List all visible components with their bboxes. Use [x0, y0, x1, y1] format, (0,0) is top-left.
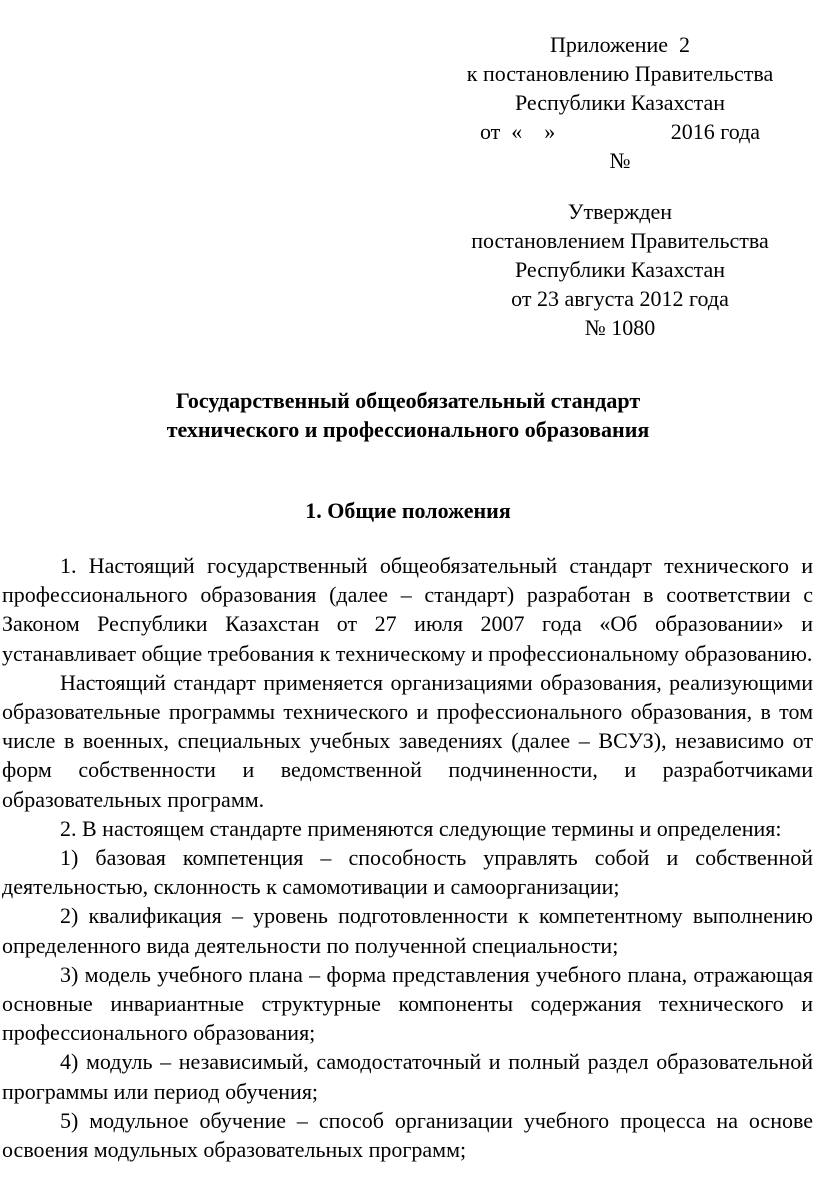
document-title-line: Государственный общеобязательный стандарт — [175, 388, 641, 413]
approved-line: Утвержден — [567, 199, 673, 224]
paragraph: 3) модель учебного плана – форма представления учебного плана, отражающая основные инвариантные структурные компоненты содержания технического и профессионального образования; — [2, 961, 813, 1046]
paragraph: 1) базовая компетенция – способность управлять собой и собственной деятельностью, склонность к самомотивации и самоорганизации; — [2, 845, 813, 900]
paragraph: 4) модуль – независимый, самодостаточный и полный раздел образовательной программы или период обучения; — [2, 1049, 813, 1104]
paragraph: 1. Настоящий государственный общеобязательный стандарт технического и профессионального образования (далее – стандарт) разработан в соответствии с Законом Республики Казахстан от 27 июля 2007 года «Об образовании» и устанавливает общие требования к техническому и профессиональному образованию. — [2, 553, 813, 666]
paragraph: 2. В настоящем стандарте применяются следующие термины и определения: — [60, 815, 782, 841]
document-title — [0, 386, 816, 444]
approved-line: Республики Казахстан — [514, 257, 726, 282]
paragraph: 5) модульное обучение – способ организации учебного процесса на основе освоения модульных образовательных программ; — [2, 1107, 813, 1163]
approved-number-line: № 1080 — [584, 315, 656, 340]
paragraph: Настоящий стандарт применяется организациями образования, реализующими образовательные программы технического и профессионального образования, в том числе в военных, специальных учебных заведениях (далее – ВСУЗ), независимо от форм собственности и ведомственной подчиненности, и разработчиками образовательных программ. — [2, 669, 813, 812]
document-title-line: технического и профессионального образования — [166, 417, 650, 442]
attachment-line: Республики Казахстан — [514, 90, 726, 115]
section-body — [2, 551, 813, 1164]
paragraph: 2) квалификация – уровень подготовленности к компетентному выполнению определенного вида деятельности по полученной специальности; — [2, 903, 813, 958]
attachment-number-line: № — [609, 148, 631, 173]
section-heading: 1. Общие положения — [305, 498, 511, 523]
attachment-date-line: от « » 2016 года — [479, 119, 761, 144]
attachment-line: к постановлению Правительства — [466, 61, 774, 86]
approved-line: постановлением Правительства — [471, 228, 769, 253]
attachment-line: Приложение 2 — [549, 32, 691, 57]
attachment-header — [420, 30, 816, 175]
approved-date-line: от 23 августа 2012 года — [511, 286, 729, 311]
approved-header — [420, 197, 816, 342]
